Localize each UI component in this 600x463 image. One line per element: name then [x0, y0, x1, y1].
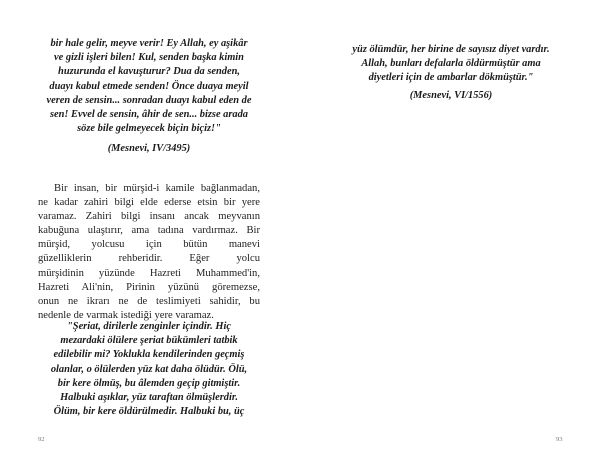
- paragraph-line: ne kadar zahiri bilgi elde ederse etsin bir yere: [38, 197, 260, 209]
- quote-line: ve gizli işleri bilen! Kul, senden başka kimin: [54, 52, 244, 64]
- paragraph-line: nedenle de varmak istediği yere varamaz.: [38, 309, 214, 321]
- paragraph-line: varamaz. Zahiri bilgi insanı ancak meyvanın: [38, 211, 260, 223]
- paragraph-line: onun ne ikrarı ne de teslimiyeti sahidir, bu: [38, 295, 260, 307]
- quote-right: [320, 43, 582, 86]
- quote-line: Ölüm, bir kere öldürülmedir. Halbuki bu, üç: [53, 406, 245, 418]
- quote-line: huzurunda el kavuşturur? Dua da senden,: [58, 66, 240, 78]
- quote-line: yüz ölümdür, her birine de sayısız diyet vardır.: [352, 44, 550, 55]
- quote-line: duayı kabul etmede senden! Önce duaya meyil: [49, 80, 249, 92]
- page-number-right: 93: [556, 436, 563, 443]
- quote-line: olanlar, o ölülerden yüz kat daha ölüdür. Ölü,: [50, 363, 248, 375]
- quote-line: "Şeriat, dirilerle zenginler içindir. Hiç: [67, 321, 231, 332]
- quote-line: bir hale gelir, meyve verir! Ey Allah, ey aşikâr: [50, 38, 248, 49]
- quote-line: veren de sensin... sonradan duayı kabul eden de: [46, 94, 252, 106]
- quote-line: söze bile gelmeyecek biçin biçiz!": [77, 123, 221, 135]
- quote-line: edilebilir mi? Yoklukla kendilerinden geçmiş: [53, 349, 245, 361]
- paragraph-line: Bir insan, bir mürşid-i kamile bağlanmadan,: [54, 183, 260, 194]
- quote-line: Allah, bunları defalarla öldürmüştür ama: [361, 58, 541, 70]
- paragraph-line: güzelliklerin rehberidir. Eğer yolcu: [38, 253, 260, 265]
- paragraph-line: mürşidinin yüzünde Hazreti Muhammed'in,: [38, 267, 260, 279]
- quote-source: (Mesnevi, VI/1556): [409, 90, 493, 101]
- quote-bottom: [18, 320, 280, 419]
- paragraph-line: mürşid, yolcusu için bütün manevi: [38, 239, 260, 251]
- paragraph-line: Hazreti Ali'nin, Pirinin yüzünü göremezse,: [38, 281, 260, 293]
- right-page: [300, 0, 600, 463]
- quote-line: mezardaki ölülere şeriat bükümleri tatbik: [60, 335, 238, 347]
- body-paragraph: [38, 182, 260, 323]
- page-number-left: 92: [38, 436, 45, 443]
- paragraph-line: kabuğuna ulaştırır, ama tadına vardırmaz. Bir: [38, 225, 260, 237]
- quote-source: (Mesnevi, IV/3495): [107, 143, 191, 154]
- quote-line: diyetleri için de ambarlar dökmüştür.": [368, 72, 534, 84]
- quote-line: sen! Evvel de sensin, âhir de sen... bizse arada: [49, 109, 248, 121]
- quote-line: Halbuki aşıklar, yüz taraftan ölmüşlerdir.: [60, 392, 238, 404]
- quote-top: [18, 37, 280, 136]
- quote-line: bir kere ölmüş, bu âlemden geçip gitmiştir.: [57, 377, 241, 389]
